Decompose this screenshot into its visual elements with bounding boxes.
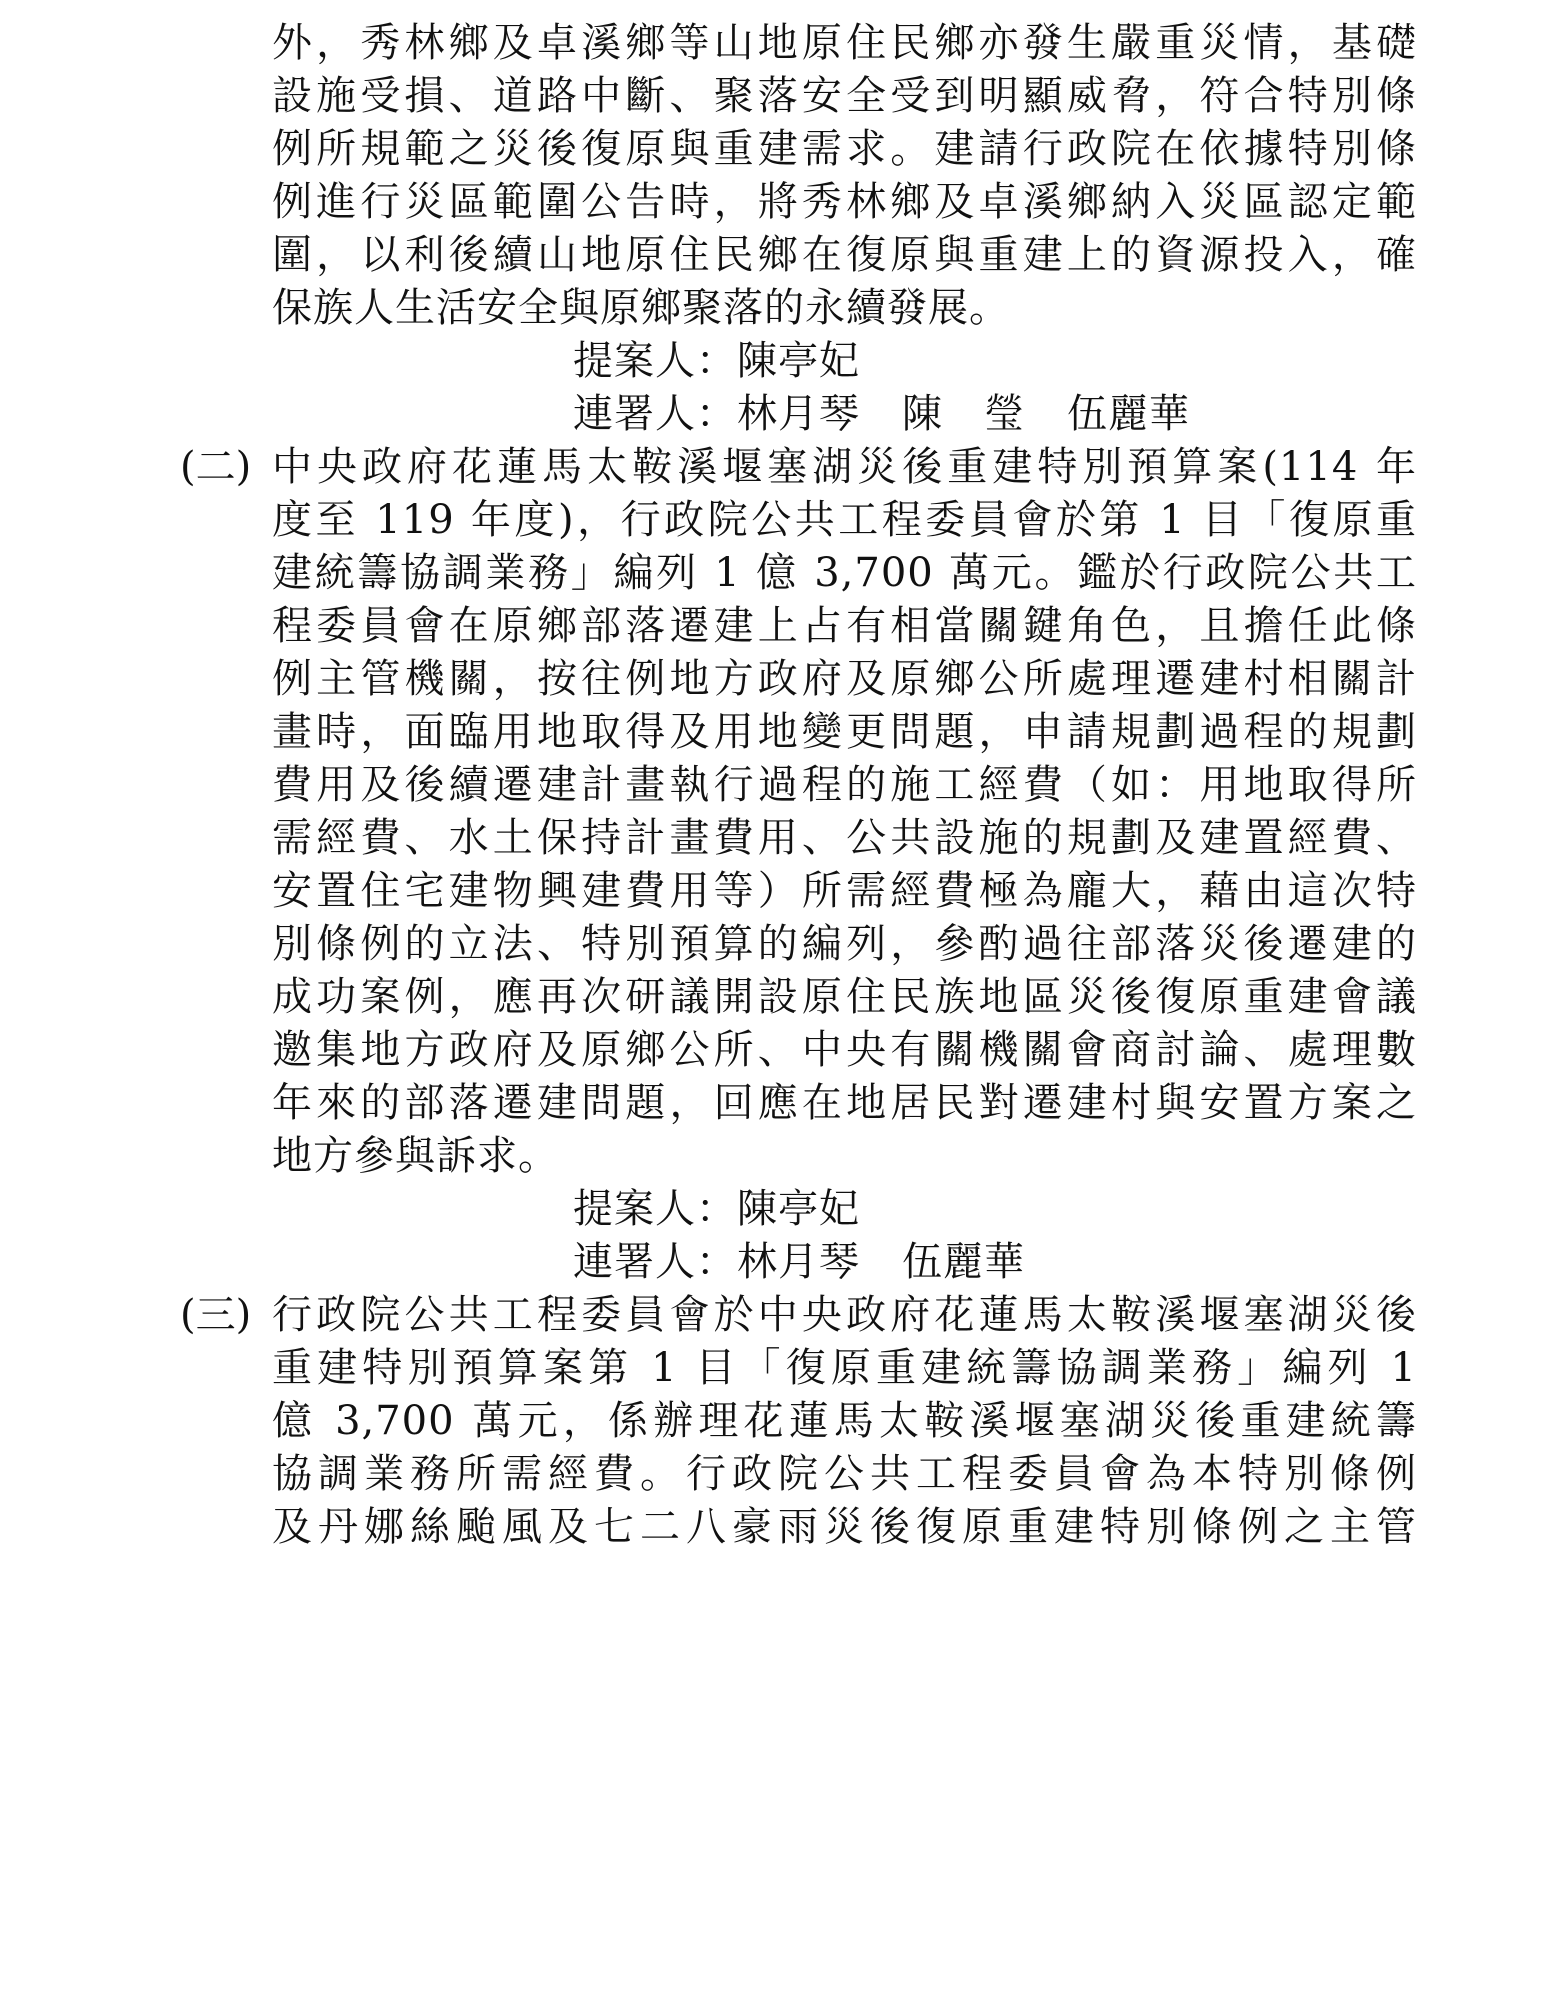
text-line: 安置住宅建物興建費用等）所需經費極為龐大，藉由這次特 — [272, 868, 1417, 914]
text-line: 年來的部落遷建問題，回應在地居民對遷建村與安置方案之 — [272, 1080, 1417, 1126]
text-line: 中央政府花蓮馬太鞍溪堰塞湖災後重建特別預算案(114 年 — [272, 444, 1417, 490]
text-line: 例主管機關，按往例地方政府及原鄉公所處理遷建村相關計 — [272, 656, 1417, 702]
text-line: 成功案例，應再次研議開設原住民族地區災後復原重建會議 — [272, 974, 1417, 1020]
text-line: 別條例的立法、特別預算的編列，參酌過往部落災後遷建的 — [272, 921, 1417, 967]
cosigner-line — [573, 1232, 1025, 1292]
proposer-name: 陳亭妃 — [737, 338, 860, 384]
text-line: 重建特別預算案第 1 目「復原重建統籌協調業務」編列 1 — [272, 1345, 1417, 1391]
text-line: 例所規範之災後復原與重建需求。建請行政院在依據特別條 — [272, 126, 1417, 172]
text-line: 需經費、水土保持計畫費用、公共設施的規劃及建置經費、 — [272, 815, 1417, 861]
text-line: 及丹娜絲颱風及七二八豪雨災後復原重建特別條例之主管 — [272, 1504, 1417, 1550]
proposer-line — [573, 331, 860, 391]
text-line: 外，秀林鄉及卓溪鄉等山地原住民鄉亦發生嚴重災情，基礎 — [272, 20, 1417, 66]
text-line: 度至 119 年度)，行政院公共工程委員會於第 1 目「復原重 — [272, 497, 1417, 543]
text-line: 圍，以利後續山地原住民鄉在復原與重建上的資源投入，確 — [272, 232, 1417, 278]
cosigner-name: 伍麗華 — [902, 1239, 1025, 1285]
text-line: 協調業務所需經費。行政院公共工程委員會為本特別條例 — [272, 1451, 1417, 1497]
text-line: 程委員會在原鄉部落遷建上占有相當關鍵角色，且擔任此條 — [272, 603, 1417, 649]
proposer-line — [573, 1179, 860, 1239]
text-line: 邀集地方政府及原鄉公所、中央有關機關會商討論、處理數 — [272, 1027, 1417, 1073]
text-line: 設施受損、道路中斷、聚落安全受到明顯威脅，符合特別條 — [272, 73, 1417, 119]
text-line: 建統籌協調業務」編列 1 億 3,700 萬元。鑑於行政院公共工 — [272, 550, 1417, 596]
text-line: 億 3,700 萬元，係辦理花蓮馬太鞍溪堰塞湖災後重建統籌 — [272, 1398, 1417, 1444]
item-number: (二) — [180, 444, 252, 490]
text-line: 地方參與訴求。 — [272, 1133, 559, 1179]
cosigner-line — [573, 384, 1190, 444]
text-line: 行政院公共工程委員會於中央政府花蓮馬太鞍溪堰塞湖災後 — [272, 1292, 1417, 1338]
proposer-name: 陳亭妃 — [737, 1186, 860, 1232]
cosigner-name: 林月琴 — [737, 1239, 860, 1285]
item-number: (三) — [180, 1292, 252, 1338]
cosigner-label: 連署人： — [573, 1239, 737, 1285]
cosigner-name: 陳 瑩 — [902, 391, 1025, 437]
proposer-label: 提案人： — [573, 1186, 737, 1232]
cosigner-name: 伍麗華 — [1067, 391, 1190, 437]
text-line: 畫時，面臨用地取得及用地變更問題，申請規劃過程的規劃 — [272, 709, 1417, 755]
text-line: 費用及後續遷建計畫執行過程的施工經費（如：用地取得所 — [272, 762, 1417, 808]
cosigner-label: 連署人： — [573, 391, 737, 437]
text-line: 例進行災區範圍公告時，將秀林鄉及卓溪鄉納入災區認定範 — [272, 179, 1417, 225]
text-line: 保族人生活安全與原鄉聚落的永續發展。 — [272, 285, 1010, 331]
cosigner-name: 林月琴 — [737, 391, 860, 437]
proposer-label: 提案人： — [573, 338, 737, 384]
